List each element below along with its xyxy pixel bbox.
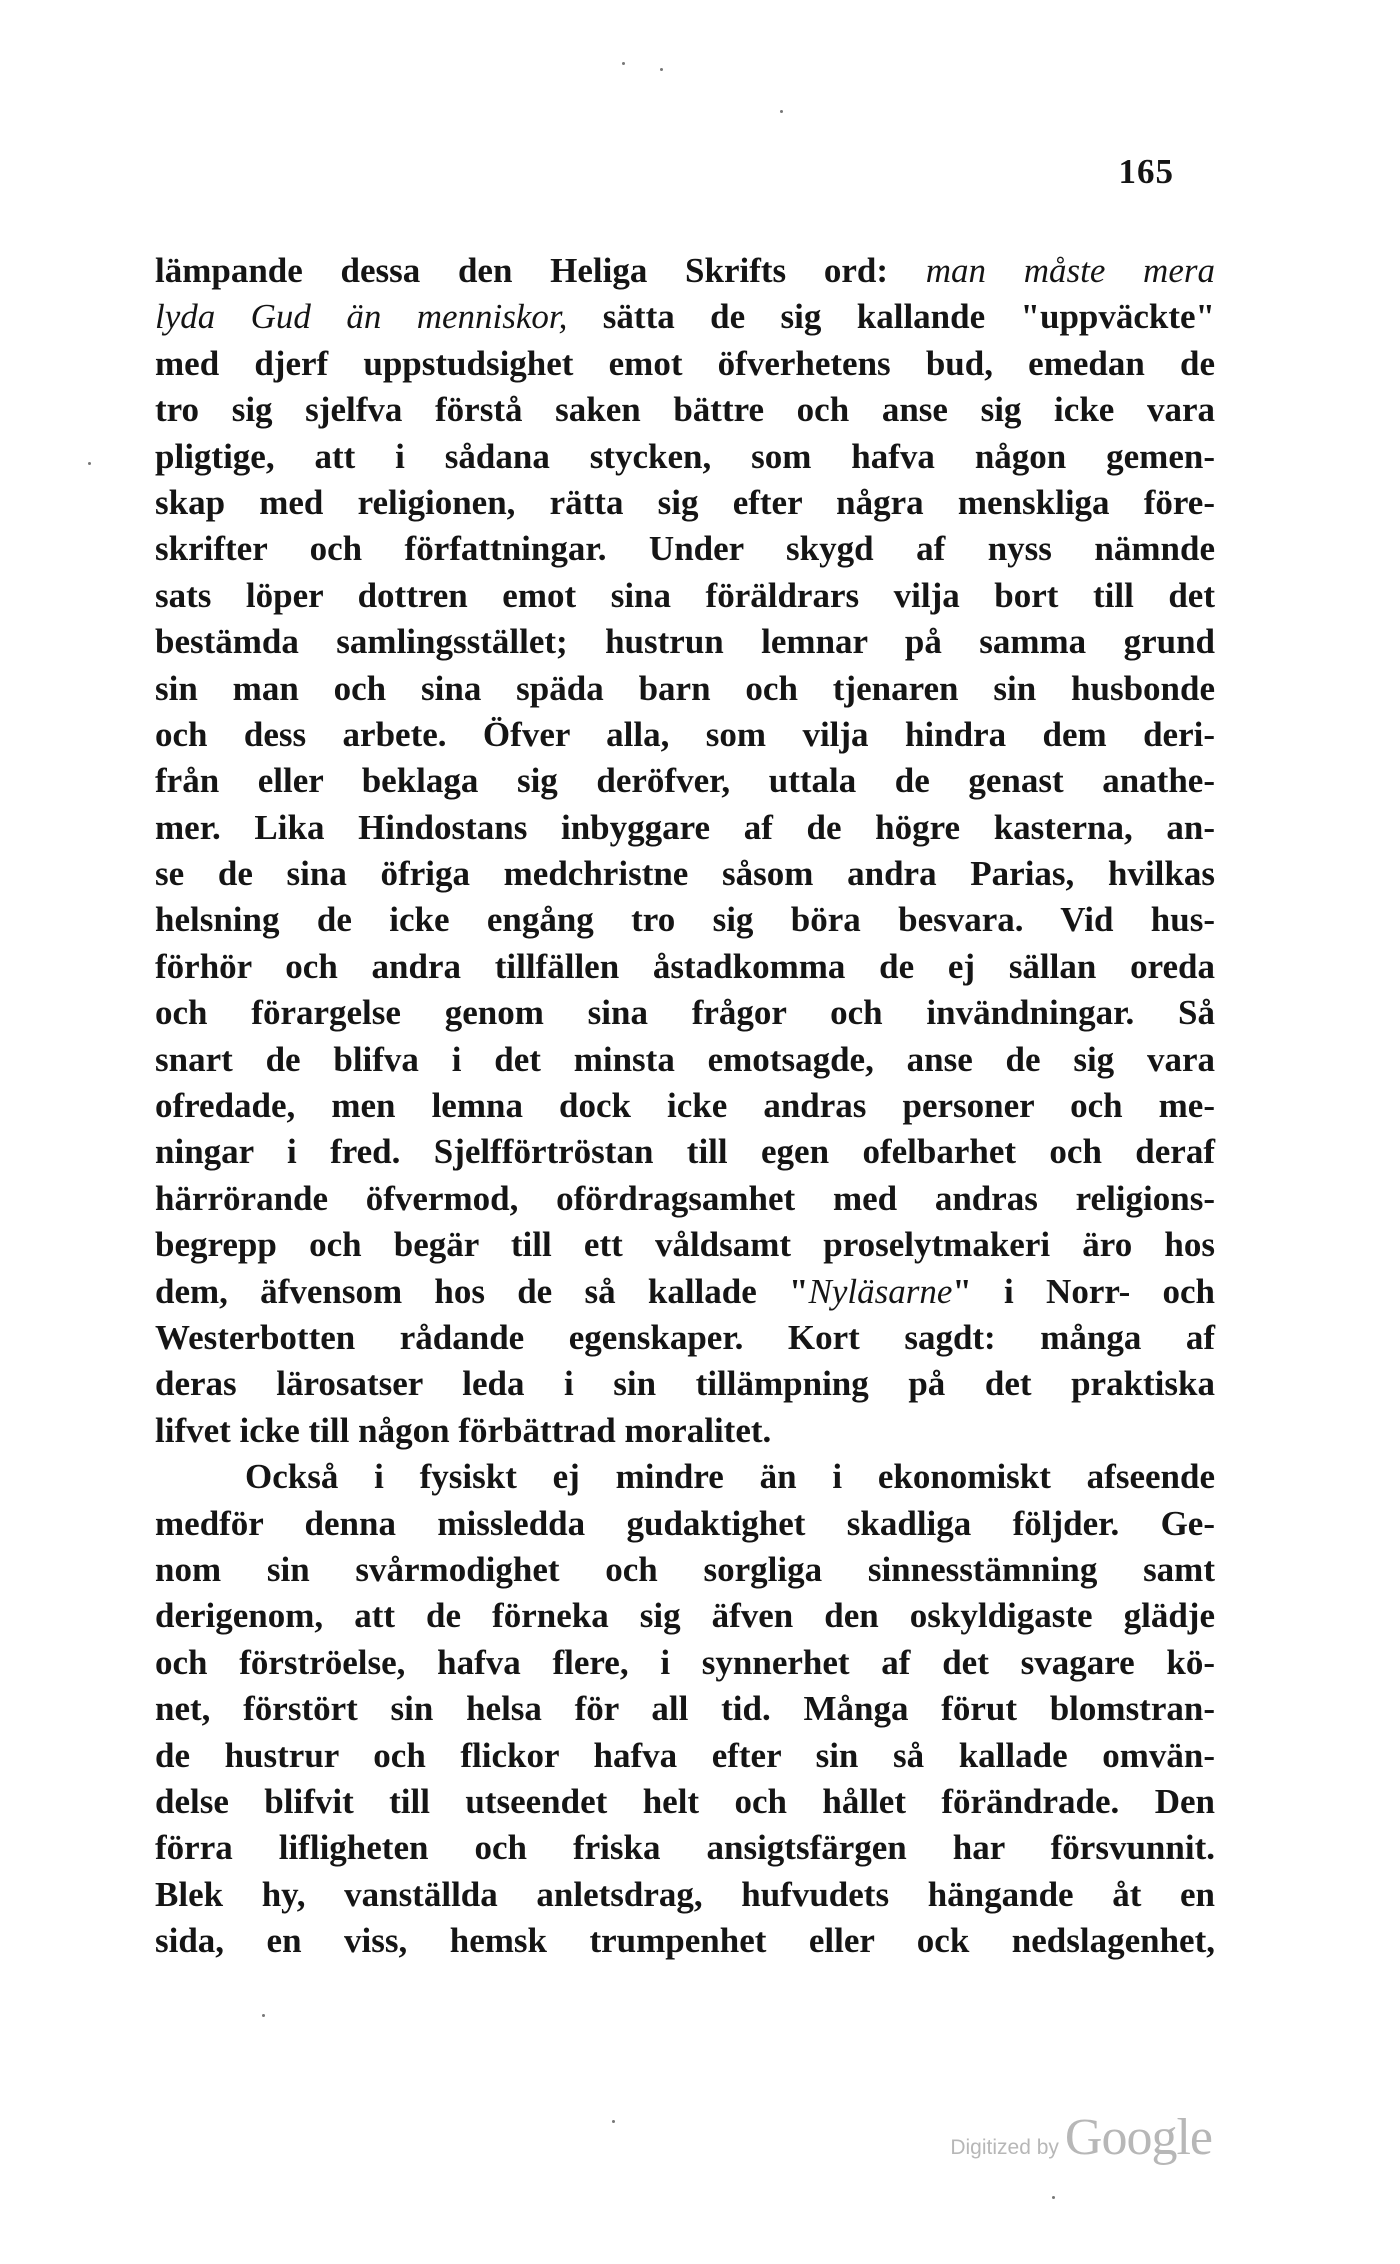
text-line bbox=[155, 758, 1215, 804]
text-line-italic: Nyläsarne bbox=[808, 1271, 953, 1311]
text-line bbox=[155, 1269, 1215, 1315]
text-line-segment: med djerf uppstudsighet emot öfverhetens bud, emedan de bbox=[155, 343, 1215, 383]
text-line-segment: nom sin svårmodighet och sorgliga sinnesstämning samt bbox=[155, 1549, 1215, 1589]
text-line bbox=[155, 1361, 1215, 1407]
text-line-segment: derigenom, att de förneka sig äfven den oskyldigaste glädje bbox=[155, 1596, 1215, 1636]
text-line bbox=[155, 526, 1215, 572]
text-line-segment: från eller beklaga sig deröfver, uttala de genast anathe- bbox=[155, 761, 1215, 801]
text-line bbox=[155, 1640, 1215, 1686]
text-line bbox=[155, 1083, 1215, 1129]
text-line-segment: begrepp och begär till ett våldsamt proselytmakeri äro hos bbox=[155, 1225, 1215, 1265]
text-line bbox=[155, 1593, 1215, 1639]
text-line-segment: bestämda samlingsstället; hustrun lemnar på samma grund bbox=[155, 622, 1215, 662]
scan-speck bbox=[1052, 2196, 1055, 2199]
text-line bbox=[155, 1222, 1215, 1268]
text-line-segment: ningar i fred. Sjelfförtröstan till egen ofelbarhet och deraf bbox=[155, 1132, 1215, 1172]
digitized-by-label: Digitized by bbox=[950, 2136, 1059, 2159]
text-line bbox=[155, 294, 1215, 340]
text-line-segment: lämpande dessa den Heliga Skrifts ord: bbox=[155, 251, 926, 290]
text-line-segment: Westerbotten rådande egenskaper. Kort sagdt: många af bbox=[155, 1317, 1215, 1357]
text-line-segment: förra lifligheten och friska ansigtsfärgen har försvunnit. bbox=[155, 1828, 1215, 1868]
scan-speck bbox=[780, 110, 783, 113]
text-line bbox=[155, 1825, 1215, 1871]
text-line bbox=[155, 1501, 1215, 1547]
page-number: 165 bbox=[1118, 152, 1174, 191]
text-line-segment: sida, en viss, hemsk trumpenhet eller ock nedslagenhet, bbox=[155, 1921, 1215, 1961]
text-line-italic: lyda Gud än menniskor, bbox=[155, 297, 568, 337]
text-line-segment: mer. Lika Hindostans inbyggare af de högre kasterna, an- bbox=[155, 807, 1215, 847]
text-line bbox=[155, 619, 1215, 665]
text-line bbox=[155, 805, 1215, 851]
text-line-segment: och dess arbete. Öfver alla, som vilja hindra dem deri- bbox=[155, 714, 1215, 754]
text-line-segment: net, förstört sin helsa för all tid. Många förut blomstran- bbox=[155, 1689, 1215, 1729]
text-line bbox=[155, 1315, 1215, 1361]
scan-speck bbox=[660, 68, 663, 71]
text-line bbox=[155, 1686, 1215, 1732]
digitized-by-watermark bbox=[950, 2108, 1212, 2167]
text-line-segment: tro sig sjelfva förstå saken bättre och anse sig icke vara bbox=[155, 390, 1215, 430]
text-line-segment: och förargelse genom sina frågor och invändningar. Så bbox=[155, 993, 1215, 1033]
text-line-segment: härrörande öfvermod, ofördragsamhet med andras religions- bbox=[155, 1178, 1215, 1218]
scan-speck bbox=[612, 2120, 615, 2123]
text-line bbox=[155, 851, 1215, 897]
scan-speck bbox=[88, 462, 91, 465]
text-line bbox=[155, 341, 1215, 387]
text-line-segment: skap med religionen, rätta sig efter några menskliga före- bbox=[155, 482, 1215, 522]
text-line bbox=[155, 1408, 1215, 1454]
text-line bbox=[155, 1547, 1215, 1593]
text-line bbox=[155, 1779, 1215, 1825]
text-line-segment: " i Norr- och bbox=[952, 1271, 1216, 1311]
text-line-segment: medför denna missledda gudaktighet skadliga följder. Ge- bbox=[155, 1503, 1215, 1543]
text-line-segment: deras lärosatser leda i sin tillämpning på det praktiska bbox=[155, 1364, 1215, 1404]
text-line bbox=[155, 944, 1215, 990]
text-line bbox=[155, 573, 1215, 619]
text-line bbox=[155, 434, 1215, 480]
text-line-segment: lifvet icke till någon förbättrad moralitet. bbox=[155, 1410, 772, 1450]
text-line bbox=[155, 1918, 1215, 1964]
text-line bbox=[155, 1176, 1215, 1222]
text-line-segment: dem, äfvensom hos de så kallade " bbox=[155, 1271, 809, 1311]
text-line-segment: se de sina öfriga medchristne såsom andra Parias, hvilkas bbox=[155, 854, 1215, 894]
text-line bbox=[155, 1454, 1215, 1500]
text-line bbox=[155, 248, 1215, 294]
text-line bbox=[155, 1733, 1215, 1779]
text-line-segment: sats löper dottren emot sina föräldrars vilja bort till det bbox=[155, 575, 1215, 615]
text-line bbox=[155, 1037, 1215, 1083]
text-line-segment: helsning de icke engång tro sig böra besvara. Vid hus- bbox=[155, 900, 1215, 940]
text-line bbox=[155, 480, 1215, 526]
text-line bbox=[155, 712, 1215, 758]
text-line-segment: snart de blifva i det minsta emotsagde, anse de sig vara bbox=[155, 1039, 1215, 1079]
scan-speck bbox=[622, 62, 625, 65]
text-line-segment: förhör och andra tillfällen åstadkomma de ej sällan oreda bbox=[155, 946, 1215, 986]
body-text bbox=[155, 248, 1215, 1964]
text-line bbox=[155, 387, 1215, 433]
text-line-segment: ofredade, men lemna dock icke andras personer och me- bbox=[155, 1086, 1215, 1126]
text-line-segment: Blek hy, vanställda anletsdrag, hufvudets hängande åt en bbox=[155, 1874, 1215, 1914]
text-line-segment: sätta de sig kallande "uppväckte" bbox=[567, 297, 1215, 337]
text-line bbox=[155, 990, 1215, 1036]
scan-speck bbox=[262, 2014, 265, 2017]
google-logo: Google bbox=[1064, 2109, 1212, 2166]
text-line-segment: Också i fysiskt ej mindre än i ekonomiskt afseende bbox=[245, 1457, 1215, 1497]
text-line-segment: delse blifvit till utseendet helt och hållet förändrade. Den bbox=[155, 1781, 1215, 1821]
text-line-segment: de hustrur och flickor hafva efter sin så kallade omvän- bbox=[155, 1735, 1215, 1775]
text-line-segment: sin man och sina späda barn och tjenaren sin husbonde bbox=[155, 668, 1215, 708]
text-line-segment: och förströelse, hafva flere, i synnerhet af det svagare kö- bbox=[155, 1642, 1215, 1682]
text-line bbox=[155, 666, 1215, 712]
text-line-italic: man måste mera bbox=[925, 251, 1215, 290]
text-line-segment: skrifter och författningar. Under skygd af nyss nämnde bbox=[155, 529, 1215, 569]
text-line bbox=[155, 1872, 1215, 1918]
text-line bbox=[155, 1129, 1215, 1175]
text-line-segment: pligtige, att i sådana stycken, som hafva någon gemen- bbox=[155, 436, 1215, 476]
text-line bbox=[155, 897, 1215, 943]
